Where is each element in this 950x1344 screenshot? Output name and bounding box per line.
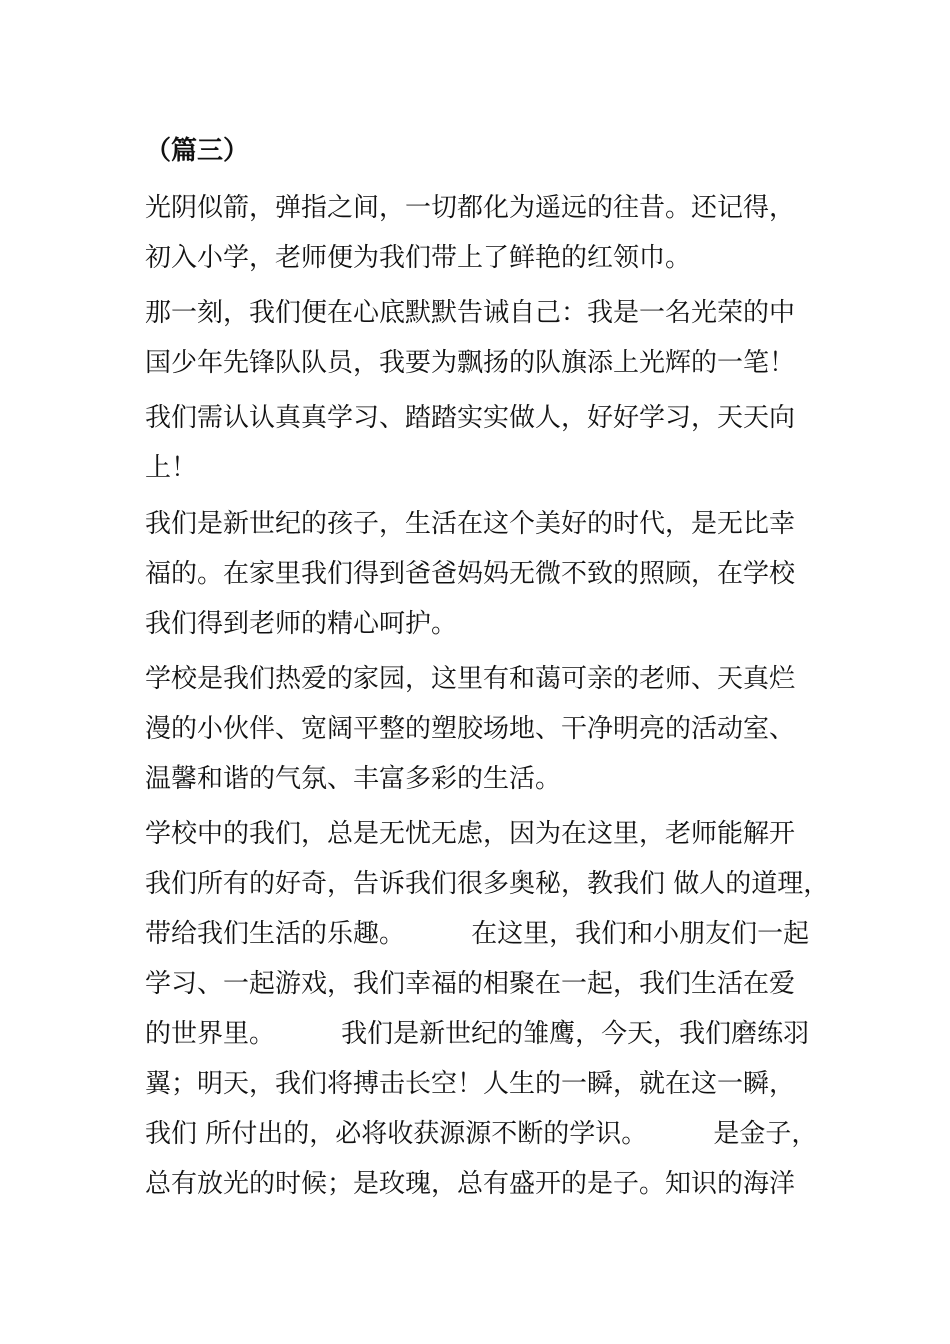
text-line: 的世界里。 我们是新世纪的雏鹰，今天，我们磨练羽 xyxy=(145,1019,810,1049)
text-line: 学校是我们热爱的家园，这里有和蔼可亲的老师、天真烂 xyxy=(145,664,796,694)
text-line: 带给我们生活的乐趣。 在这里，我们和小朋友们一起 xyxy=(145,919,810,949)
text-line: 学校中的我们，总是无忧无虑，因为在这里，老师能解开 xyxy=(145,819,796,849)
text-line: 初入小学，老师便为我们带上了鲜艳的红领巾。 xyxy=(145,243,692,273)
text-line: 光阴似箭，弹指之间，一切都化为遥远的往昔。还记得， xyxy=(145,193,796,223)
text-line: 国少年先锋队队员，我要为飘扬的队旗添上光辉的一笔！ xyxy=(145,348,796,378)
text-line: 那一刻，我们便在心底默默告诫自己：我是一名光荣的中 xyxy=(145,298,796,328)
text-line: 我们 所付出的，必将收获源源不断的学识。 是金子， xyxy=(145,1119,818,1149)
text-line: 翼；明天，我们将搏击长空！人生的一瞬，就在这一瞬， xyxy=(145,1069,796,1099)
text-line: 福的。在家里我们得到爸爸妈妈无微不致的照顾，在学校 xyxy=(145,559,796,589)
text-line: 我们所有的好奇，告诉我们很多奥秘，教我们 做人的道理， xyxy=(145,869,830,899)
text-line: 我们是新世纪的孩子，生活在这个美好的时代，是无比幸 xyxy=(145,509,796,539)
text-line: 漫的小伙伴、宽阔平整的塑胶场地、干净明亮的活动室、 xyxy=(145,714,796,744)
text-line: 上！ xyxy=(145,453,198,483)
section-heading: （篇三） xyxy=(145,136,250,166)
text-line: 我们需认认真真学习、踏踏实实做人，好好学习，天天向 xyxy=(145,403,796,433)
text-line: 我们得到老师的精心呵护。 xyxy=(145,609,458,639)
text-line: 学习、一起游戏，我们幸福的相聚在一起，我们生活在爱 xyxy=(145,969,796,999)
text-line: 温馨和谐的气氛、丰富多彩的生活。 xyxy=(145,764,562,794)
text-line: 总有放光的时候；是玫瑰，总有盛开的是子。知识的海洋 xyxy=(145,1169,796,1199)
